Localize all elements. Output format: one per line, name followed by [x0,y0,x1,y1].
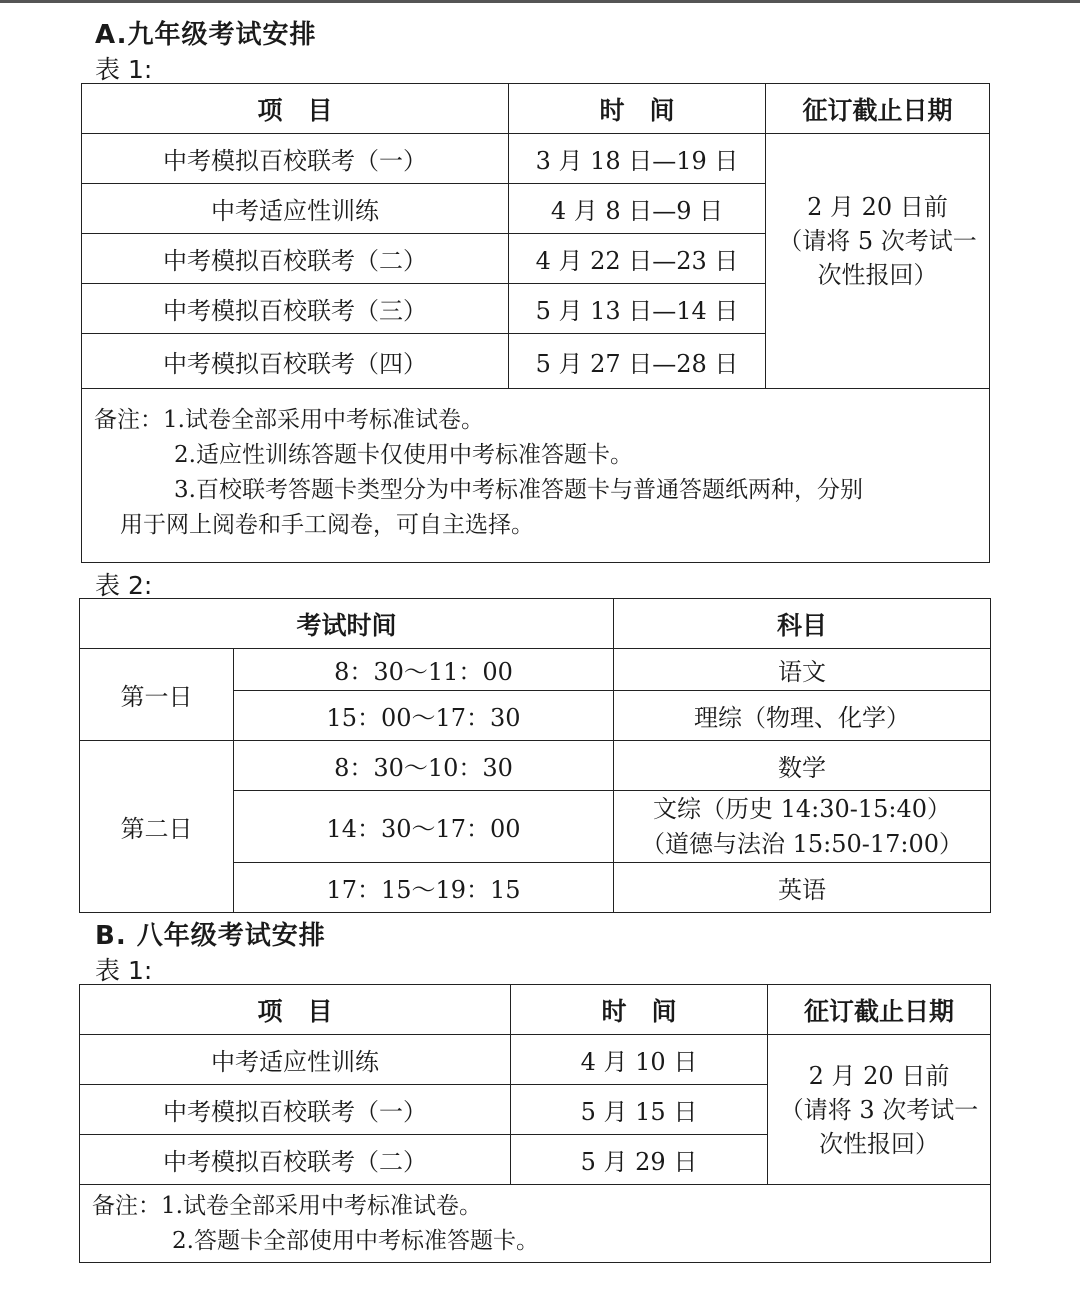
note-line: 2.答题卡全部使用中考标准答题卡。 [172,1228,539,1254]
table-cell-time: 14：30～17：00 [234,791,614,863]
table-cell-item: 中考适应性训练 [80,1035,511,1085]
table-cell-subject: 英语 [614,863,991,913]
table-cell-subject: 语文 [614,649,991,691]
notes-cell [82,389,990,563]
table-cell-time: 5 月 27 日—28 日 [509,334,766,389]
grade9-schedule-table [81,83,990,563]
table-cell-subject: 数学 [614,741,991,791]
note-line: 3.百校联考答题卡类型分为中考标准答题卡与普通答题纸两种，分别 [174,477,863,503]
deadline-line: 次性报回） [819,1129,939,1158]
subject-line: 文综（历史 14:30-15:40） [652,794,952,823]
day-two-cell: 第二日 [80,741,234,913]
section-b-table1-label: 表 1: [95,956,153,985]
table-cell-time: 3 月 18 日—19 日 [509,134,766,184]
table-cell-time: 5 月 13 日—14 日 [509,284,766,334]
deadline-line: （请将 3 次考试一 [779,1095,979,1124]
deadline-line: 2 月 20 日前 [808,1061,950,1090]
header-deadline: 征订截止日期 [768,985,991,1035]
header-deadline: 征订截止日期 [766,84,990,134]
header-item: 项 目 [80,985,511,1035]
table-cell-item: 中考模拟百校联考（四） [82,334,509,389]
table-cell-item: 中考模拟百校联考（二） [80,1135,511,1185]
deadline-line: （请将 5 次考试一 [778,227,977,255]
deadline-line: 次性报回） [817,261,938,289]
table-cell-time: 17：15～19：15 [234,863,614,913]
note-line: 备注：1.试卷全部采用中考标准试卷。 [94,407,484,433]
table-cell-time: 4 月 8 日—9 日 [509,184,766,234]
table-cell-time: 5 月 15 日 [511,1085,768,1135]
note-line: 2.适应性训练答题卡仅使用中考标准答题卡。 [174,442,633,468]
grade9-exam-time-table [79,598,991,913]
note-line: 用于网上阅卷和手工阅卷，可自主选择。 [120,512,534,538]
table-cell-item: 中考模拟百校联考（二） [82,234,509,284]
day-one-cell: 第一日 [80,649,234,741]
header-item: 项 目 [82,84,509,134]
table-cell-item: 中考模拟百校联考（一） [80,1085,511,1135]
deadline-cell [768,1035,991,1185]
table-cell-subject: 理综（物理、化学） [614,691,991,741]
table-cell-item: 中考模拟百校联考（三） [82,284,509,334]
section-b-heading: B. 八年级考试安排 [95,921,326,951]
table-cell-item: 中考适应性训练 [82,184,509,234]
header-time: 时 间 [509,84,766,134]
table-cell-time: 5 月 29 日 [511,1135,768,1185]
table-cell-time: 4 月 10 日 [511,1035,768,1085]
header-time: 时 间 [511,985,768,1035]
section-a-table1-label: 表 1: [95,55,153,84]
table-cell-time: 8：30～11：00 [234,649,614,691]
section-a-heading: A.九年级考试安排 [95,20,317,50]
top-border-line [0,0,1080,3]
subject-line: （道德与法治 15:50-17:00） [640,829,964,858]
header-exam-time: 考试时间 [80,599,614,649]
deadline-line: 2 月 20 日前 [807,193,948,221]
notes-cell [80,1185,991,1263]
header-subject: 科目 [614,599,991,649]
table-cell-time: 8：30～10：30 [234,741,614,791]
grade8-schedule-table [79,984,991,1263]
table-cell-time: 4 月 22 日—23 日 [509,234,766,284]
section-a-table2-label: 表 2: [95,571,153,600]
table-cell-item: 中考模拟百校联考（一） [82,134,509,184]
table-cell-subject [614,791,991,863]
deadline-cell [766,134,990,389]
note-line: 备注：1.试卷全部采用中考标准试卷。 [92,1193,482,1219]
table-cell-time: 15：00～17：30 [234,691,614,741]
